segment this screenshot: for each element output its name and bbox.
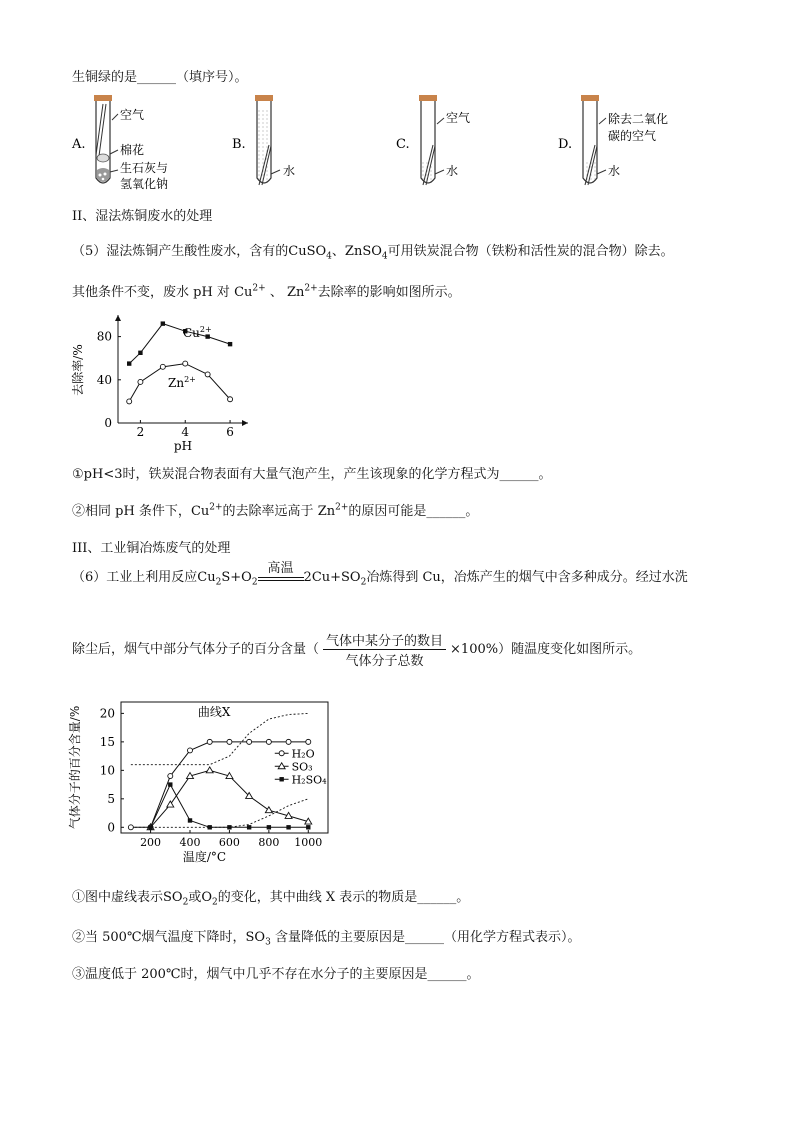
point-so3 — [167, 801, 174, 807]
q5-sub1: ①pH<3时，铁炭混合物表面有大量气泡产生，产生该现象的化学方程式为______。 — [72, 467, 552, 482]
tube-d-label-air1: 除去二氧化 — [608, 112, 669, 126]
point-zn — [183, 361, 188, 366]
y-tick-label: 5 — [107, 791, 115, 806]
x-axis-label: 温度/°C — [182, 850, 227, 864]
tube-a — [71, 95, 168, 191]
point-zn — [228, 397, 233, 402]
temperature-gas-chart — [66, 690, 336, 865]
x-tick-label: 200 — [140, 836, 162, 849]
series-line-h2so4 — [151, 785, 309, 828]
q6-line1: （6）工业上利用反应$Cu_2S+O_2$ 高温 $2Cu+SO_2$冶炼得到 Cu，冶炼产生的烟气中含多种成分。经过水洗 — [72, 566, 688, 588]
section3-title: III、工业铜冶炼废气的处理 — [72, 541, 231, 556]
y-tick-label: 10 — [99, 763, 115, 778]
q6-sub2: ②当 500℃烟气温度下降时，$SO_3$ 含量降低的主要原因是______（用化学方程式表示）。 — [72, 930, 581, 948]
point-h2so4 — [267, 825, 271, 829]
tube-d-label-water: 水 — [608, 164, 621, 178]
point-so3 — [265, 807, 272, 813]
point-zn — [160, 364, 165, 369]
tube-a-label-lime: 生石灰与 — [120, 161, 169, 175]
q5-sub2: ②相同 pH 条件下，$Cu^{2+}$的去除率远高于 $Zn^{2+}$的原因可能是______。 — [72, 502, 479, 519]
point-h2so4 — [148, 825, 152, 829]
dashed-curve-x — [131, 713, 308, 764]
point-so3 — [206, 767, 213, 773]
point-h2o — [306, 739, 311, 744]
tube-c-letter: C. — [396, 137, 410, 152]
y-tick-label: 15 — [99, 734, 115, 749]
tube-d-letter: D. — [558, 137, 573, 152]
legend-label: H₂SO₄ — [291, 773, 327, 787]
point-cu — [127, 361, 131, 365]
point-h2so4 — [286, 825, 290, 829]
test-tubes-figure — [66, 90, 706, 200]
point-h2so4 — [208, 825, 212, 829]
y-axis-arrow — [115, 315, 121, 321]
q6-frac-den: 气体分子总数 — [345, 654, 424, 669]
q4-intro: 生铜绿的是______（填序号）。 — [72, 70, 248, 85]
x-tick-label: 400 — [179, 836, 201, 849]
series-label-cu: $Cu^{2+}$ — [183, 325, 212, 340]
legend-label: H₂O — [291, 747, 315, 761]
point-zn — [205, 372, 210, 377]
legend-marker — [278, 763, 285, 769]
tube-b — [232, 95, 295, 185]
y-tick-label: 20 — [99, 706, 115, 721]
point-cu — [161, 321, 165, 325]
q5-line2: 其他条件不变，废水 pH 对 $Cu^{2+}$ 、 $Zn^{2+}$去除率的影响如图所示。 — [72, 283, 461, 300]
point-h2so4 — [227, 825, 231, 829]
tube-a-label-air: 空气 — [120, 108, 145, 122]
tube-a-letter: A. — [72, 137, 86, 152]
point-h2o — [247, 739, 252, 744]
y-tick-label: 0 — [107, 820, 115, 835]
x-tick-label: 4 — [181, 425, 190, 439]
point-h2o — [188, 748, 193, 753]
series-label-zn: $Zn^{2+}$ — [168, 375, 196, 390]
x-tick-label: 2 — [136, 425, 145, 439]
point-h2o — [207, 739, 212, 744]
y-tick-label: 40 — [96, 372, 112, 387]
legend-label: SO₃ — [291, 760, 313, 774]
tube-d-label-air2: 碳的空气 — [608, 129, 657, 143]
q6-frac-num: 气体中某分子的数目 — [323, 630, 446, 650]
y-axis-label: 去除率/% — [71, 344, 85, 396]
point-zn — [127, 399, 132, 404]
q5-line1: （5）湿法炼铜产生酸性废水，含有的CuSO$_4$、ZnSO$_4$可用铁炭混合物（铁粉和活性炭的混合物）除去。 — [72, 244, 674, 262]
point-h2o — [266, 739, 271, 744]
tube-a-label-cotton: 棉花 — [120, 143, 145, 157]
point-h2o — [286, 739, 291, 744]
tube-a-label-naoh: 氢氧化钠 — [120, 177, 169, 191]
tube-c — [396, 95, 470, 185]
point-zn — [138, 379, 143, 384]
curve-x-label: 曲线X — [197, 705, 231, 720]
x-tick-label: 6 — [226, 425, 234, 439]
x-tick-label: 600 — [218, 836, 240, 849]
q6-sub1: ①图中虚线表示$SO_2$或$O_2$的变化，其中曲线 X 表示的物质是______。 — [72, 890, 470, 908]
legend-marker — [279, 751, 284, 756]
ph-removal-chart — [70, 305, 260, 455]
point-cu — [205, 334, 209, 338]
y-tick-label: 80 — [96, 329, 112, 344]
x-tick-label: 800 — [258, 836, 280, 849]
point-cu — [138, 351, 142, 355]
q6-sub3: ③温度低于 200℃时，烟气中几乎不存在水分子的主要原因是______。 — [72, 967, 480, 982]
tube-d — [558, 95, 668, 185]
tube-c-label-water: 水 — [446, 164, 459, 178]
tube-b-letter: B. — [232, 137, 246, 152]
point-h2so4 — [247, 825, 251, 829]
point-cu — [228, 342, 232, 346]
point-h2o — [128, 825, 133, 830]
point-h2so4 — [168, 782, 172, 786]
tube-b-label-water: 水 — [283, 164, 296, 178]
point-h2o — [168, 774, 173, 779]
y-axis-label: 气体分子的百分含量/% — [68, 705, 82, 830]
point-h2so4 — [188, 818, 192, 822]
tube-c-label-air: 空气 — [446, 111, 471, 125]
legend-marker — [279, 777, 283, 781]
y-tick-label: 0 — [104, 416, 112, 430]
q6-condition: 高温 — [267, 561, 294, 576]
x-tick-label: 1000 — [294, 836, 323, 849]
x-axis-label: pH — [173, 439, 193, 453]
q6-line2: 除尘后，烟气中部分气体分子的百分含量（ $\frac{\text{气体中某分子的数目}}{\text{气体分子总数}}$ ×100%）随温度变化如图所示。 — [72, 630, 641, 669]
point-h2o — [227, 739, 232, 744]
x-axis-arrow — [242, 420, 248, 426]
series-line-cu — [129, 324, 230, 364]
point-h2so4 — [306, 825, 310, 829]
section2-title: II、湿法炼铜废水的处理 — [72, 209, 213, 224]
